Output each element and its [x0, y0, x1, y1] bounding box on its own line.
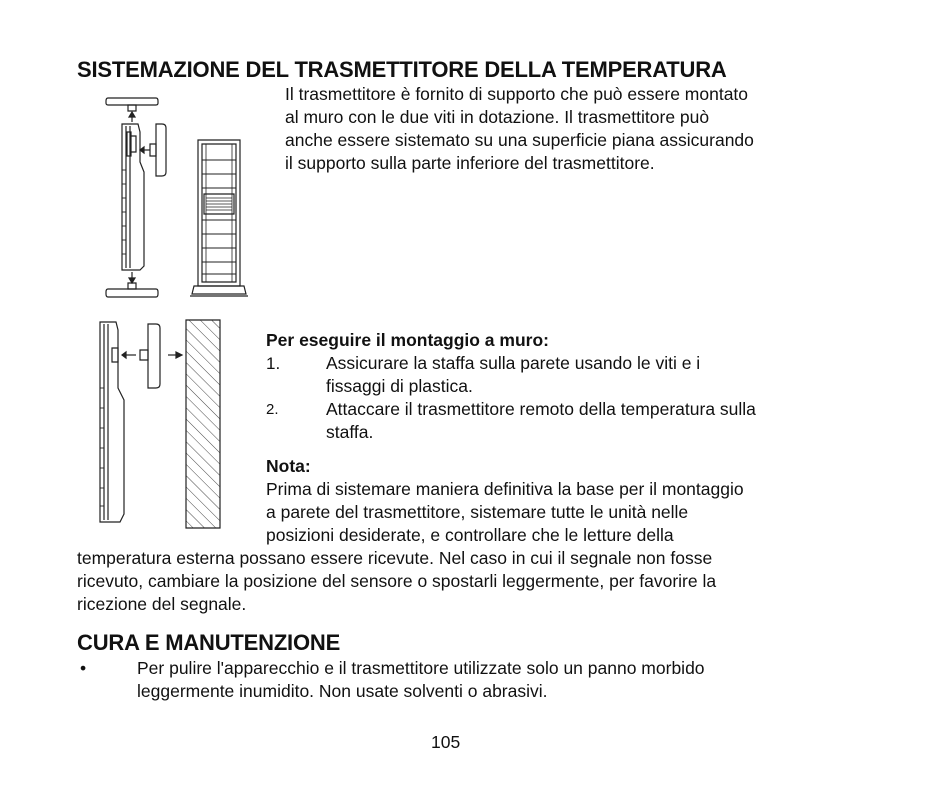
wall-mount-heading: Per eseguire il montaggio a muro:	[266, 330, 549, 350]
bullet-text	[137, 657, 705, 703]
note-line: ricevuto, cambiare la posizione del sensore o spostarli leggermente, per favorire la	[77, 571, 717, 591]
step-line: fissaggi di plastica.	[326, 376, 473, 396]
bullet-line: Per pulire l'apparecchio e il trasmettitore utilizzate solo un panno morbido	[137, 658, 705, 678]
intro-line: anche essere sistemato su una superficie piana assicurando	[285, 130, 754, 150]
step-number: 1.	[266, 354, 281, 373]
note-line: Prima di sistemare maniera definitiva la base per il montaggio	[266, 479, 744, 499]
note-heading: Nota:	[266, 456, 311, 476]
section-title-placement: SISTEMAZIONE DEL TRASMETTITORE DELLA TEMPERATURA	[77, 57, 727, 82]
bullet-line: leggermente inumidito. Non usate solventi o abrasivi.	[137, 681, 548, 701]
note-line: a parete del trasmettitore, sistemare tutte le unità nelle	[266, 502, 689, 522]
section-title-maintenance: CURA E MANUTENZIONE	[77, 630, 341, 655]
page-number: 105	[431, 732, 461, 752]
bullet-icon: •	[80, 658, 87, 678]
wall-mount-illustration	[96, 318, 226, 530]
step-line: staffa.	[326, 422, 374, 442]
intro-paragraph	[285, 83, 754, 175]
step-number: 2.	[266, 401, 279, 418]
note-line: ricezione del segnale.	[77, 594, 247, 614]
step-text	[326, 352, 700, 398]
note-line: posizioni desiderate, e controllare che le letture della	[266, 525, 674, 545]
transmitter-front-view-illustration	[188, 136, 250, 302]
intro-line: Il trasmettitore è fornito di supporto che può essere montato	[285, 84, 749, 104]
step-text	[326, 398, 756, 444]
intro-line: il supporto sulla parte inferiore del trasmettitore.	[285, 153, 655, 173]
note-line: temperatura esterna possano essere ricevute. Nel caso in cui il segnale non fosse	[77, 548, 713, 568]
intro-line: al muro con le due viti in dotazione. Il trasmettitore può	[285, 107, 710, 127]
step-line: Assicurare la staffa sulla parete usando le viti e i	[326, 353, 701, 373]
transmitter-side-view-illustration	[100, 92, 172, 304]
step-line: Attaccare il trasmettitore remoto della temperatura sulla	[326, 399, 756, 419]
